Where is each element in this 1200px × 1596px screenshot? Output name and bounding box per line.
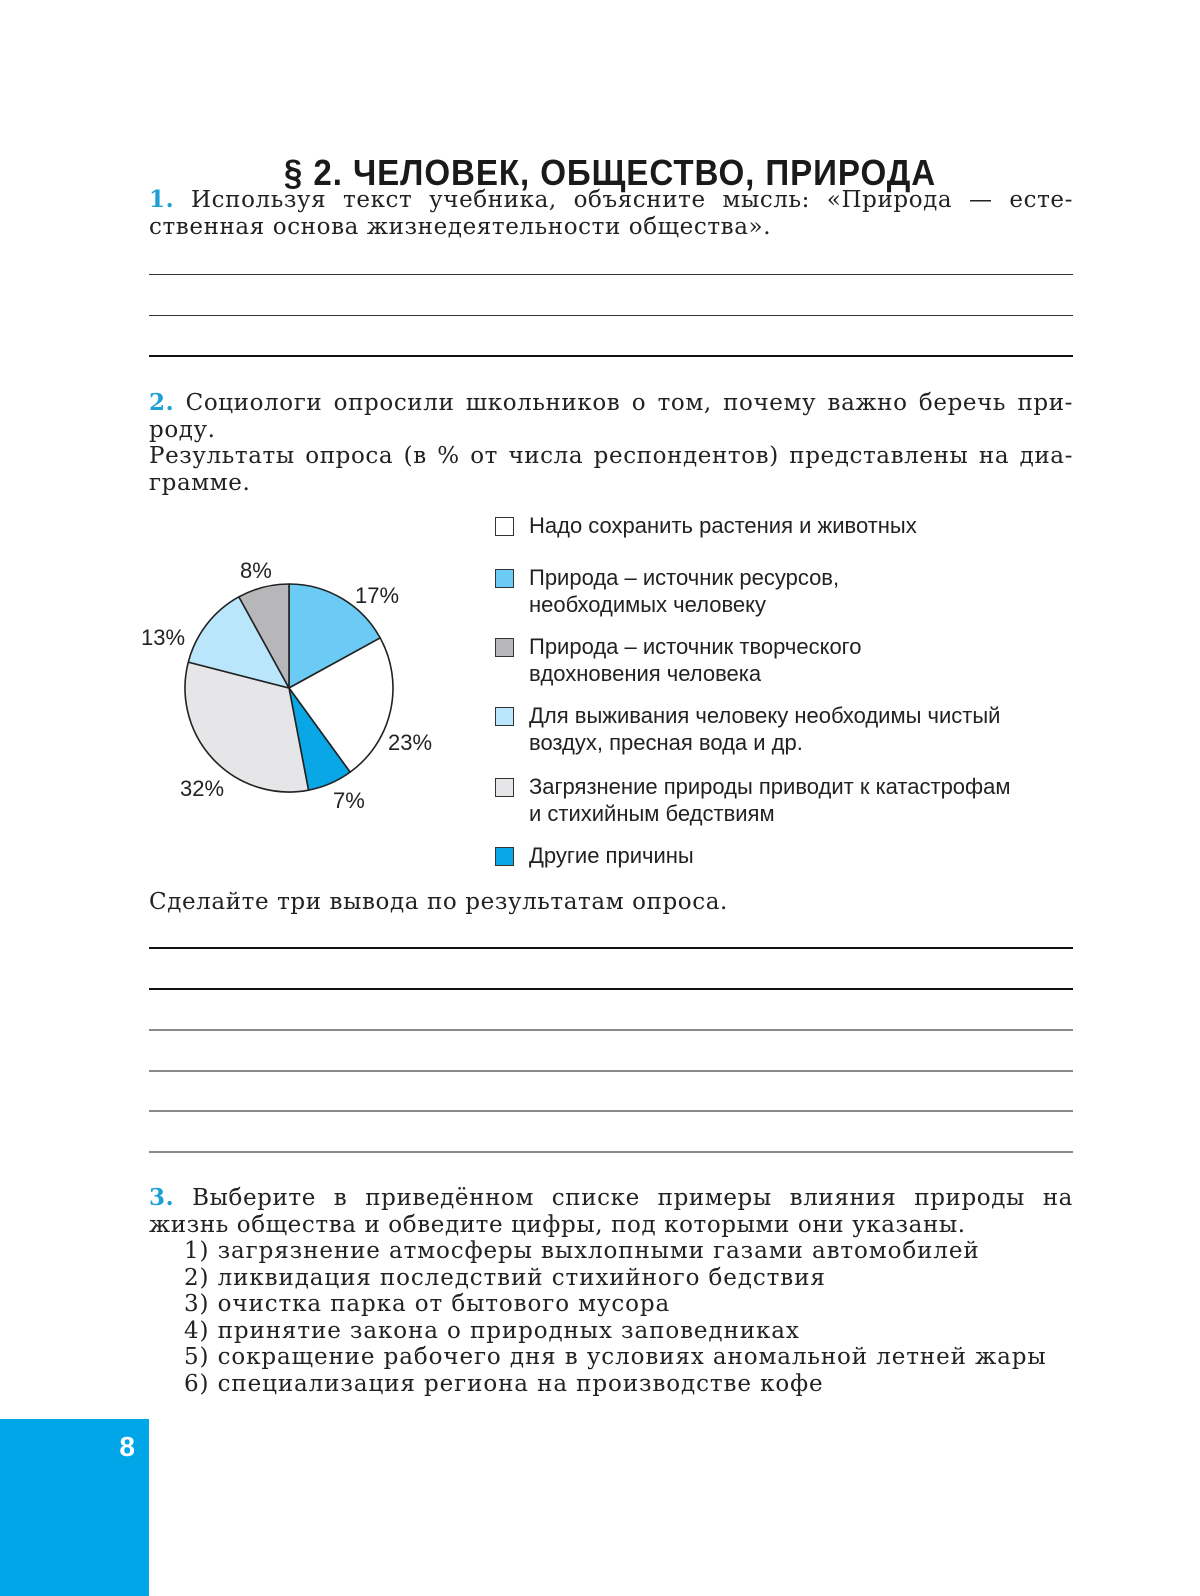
task-2-text-line-4: грамме. (149, 469, 251, 496)
answer-line-1-3[interactable] (149, 355, 1073, 357)
legend-item-plants-animals (495, 512, 917, 539)
option-item-4[interactable]: 4) принятие закона о природных заповедниках (184, 1317, 800, 1344)
page-number-tab (0, 1419, 149, 1596)
pie-label-plants-animals: 23% (388, 730, 433, 755)
answer-line-1-2[interactable] (149, 315, 1073, 316)
answer-line-1-1[interactable] (149, 274, 1073, 275)
legend-label: Природа – источник ресурсов, необходимых человеку (529, 565, 840, 617)
task-3-number: 3. (149, 1184, 175, 1211)
legend-label: Загрязнение природы приводит к катастрофам и стихийным бедствиям (529, 774, 1011, 826)
task-2-prompt (149, 390, 1073, 496)
option-item-3[interactable]: 3) очистка парка от бытового мусора (184, 1291, 671, 1317)
legend-swatch-gray (495, 638, 514, 657)
legend-item-survival (495, 702, 1000, 756)
task-3-options-list (184, 1238, 1047, 1397)
pie-chart (140, 550, 460, 830)
task-1-text-line-2: ственная основа жизнедеятельности общества». (149, 213, 772, 240)
legend-swatch-light-gray (495, 778, 514, 797)
answer-line-2-1[interactable] (149, 947, 1073, 949)
answer-line-2-3[interactable] (149, 1029, 1073, 1031)
legend-swatch-pale-blue (495, 707, 514, 726)
answer-line-2-6[interactable] (149, 1151, 1073, 1153)
legend-swatch-blue (495, 847, 514, 866)
legend-label: Надо сохранить растения и животных (529, 513, 917, 538)
task-3-text-line-1: Выберите в приведённом списке примеры влияния природы на (192, 1185, 1073, 1211)
option-item-2[interactable]: 2) ликвидация последствий стихийного бедствия (184, 1264, 826, 1291)
legend-item-other (495, 842, 694, 869)
pie-label-other: 7% (333, 788, 365, 813)
legend-swatch-light-blue (495, 569, 514, 588)
task-2-text-line-3: Результаты опроса (в % от числа респондентов) представлены на диа- (149, 443, 1073, 469)
legend-swatch-white (495, 517, 514, 536)
task-2-conclusion-prompt: Сделайте три вывода по результатам опроса. (149, 889, 728, 915)
pie-label-pollution: 32% (180, 776, 225, 801)
pie-label-inspiration: 8% (240, 558, 272, 583)
pie-label-resources: 17% (355, 583, 400, 608)
legend-label: Природа – источник творческого вдохновения человека (529, 634, 862, 686)
task-2-text-line-1: Социологи опросили школьников о том, почему важно беречь при- (185, 390, 1073, 416)
task-1-number: 1. (149, 186, 175, 213)
task-1-text-line-1: Используя текст учебника, объясните мысль: «Природа — есте- (191, 187, 1073, 213)
option-item-6[interactable]: 6) специализация региона на производстве кофе (184, 1370, 824, 1397)
legend-label: Для выживания человеку необходимы чистый воздух, пресная вода и др. (529, 703, 1001, 755)
task-1-prompt (149, 187, 1073, 240)
task-2-number: 2. (149, 389, 175, 416)
task-2-text-line-2: роду. (149, 416, 216, 443)
legend-item-inspiration (495, 633, 861, 687)
legend-item-resources (495, 564, 839, 618)
task-3-text-line-2: жизнь общества и обведите цифры, под которыми они указаны. (149, 1211, 966, 1238)
answer-line-2-4[interactable] (149, 1070, 1073, 1072)
page-number: 8 (119, 1431, 135, 1462)
legend-item-pollution (495, 773, 1011, 827)
legend-label: Другие причины (529, 843, 694, 868)
answer-line-2-2[interactable] (149, 988, 1073, 990)
option-item-1[interactable]: 1) загрязнение атмосферы выхлопными газами автомобилей (184, 1238, 980, 1264)
task-3-prompt (149, 1185, 1073, 1238)
option-item-5[interactable]: 5) сокращение рабочего дня в условиях аномальной летней жары (184, 1344, 1047, 1370)
answer-line-2-5[interactable] (149, 1110, 1073, 1112)
page-title: § 2. ЧЕЛОВЕК, ОБЩЕСТВО, ПРИРОДА (283, 152, 937, 194)
pie-label-survival: 13% (141, 625, 186, 650)
